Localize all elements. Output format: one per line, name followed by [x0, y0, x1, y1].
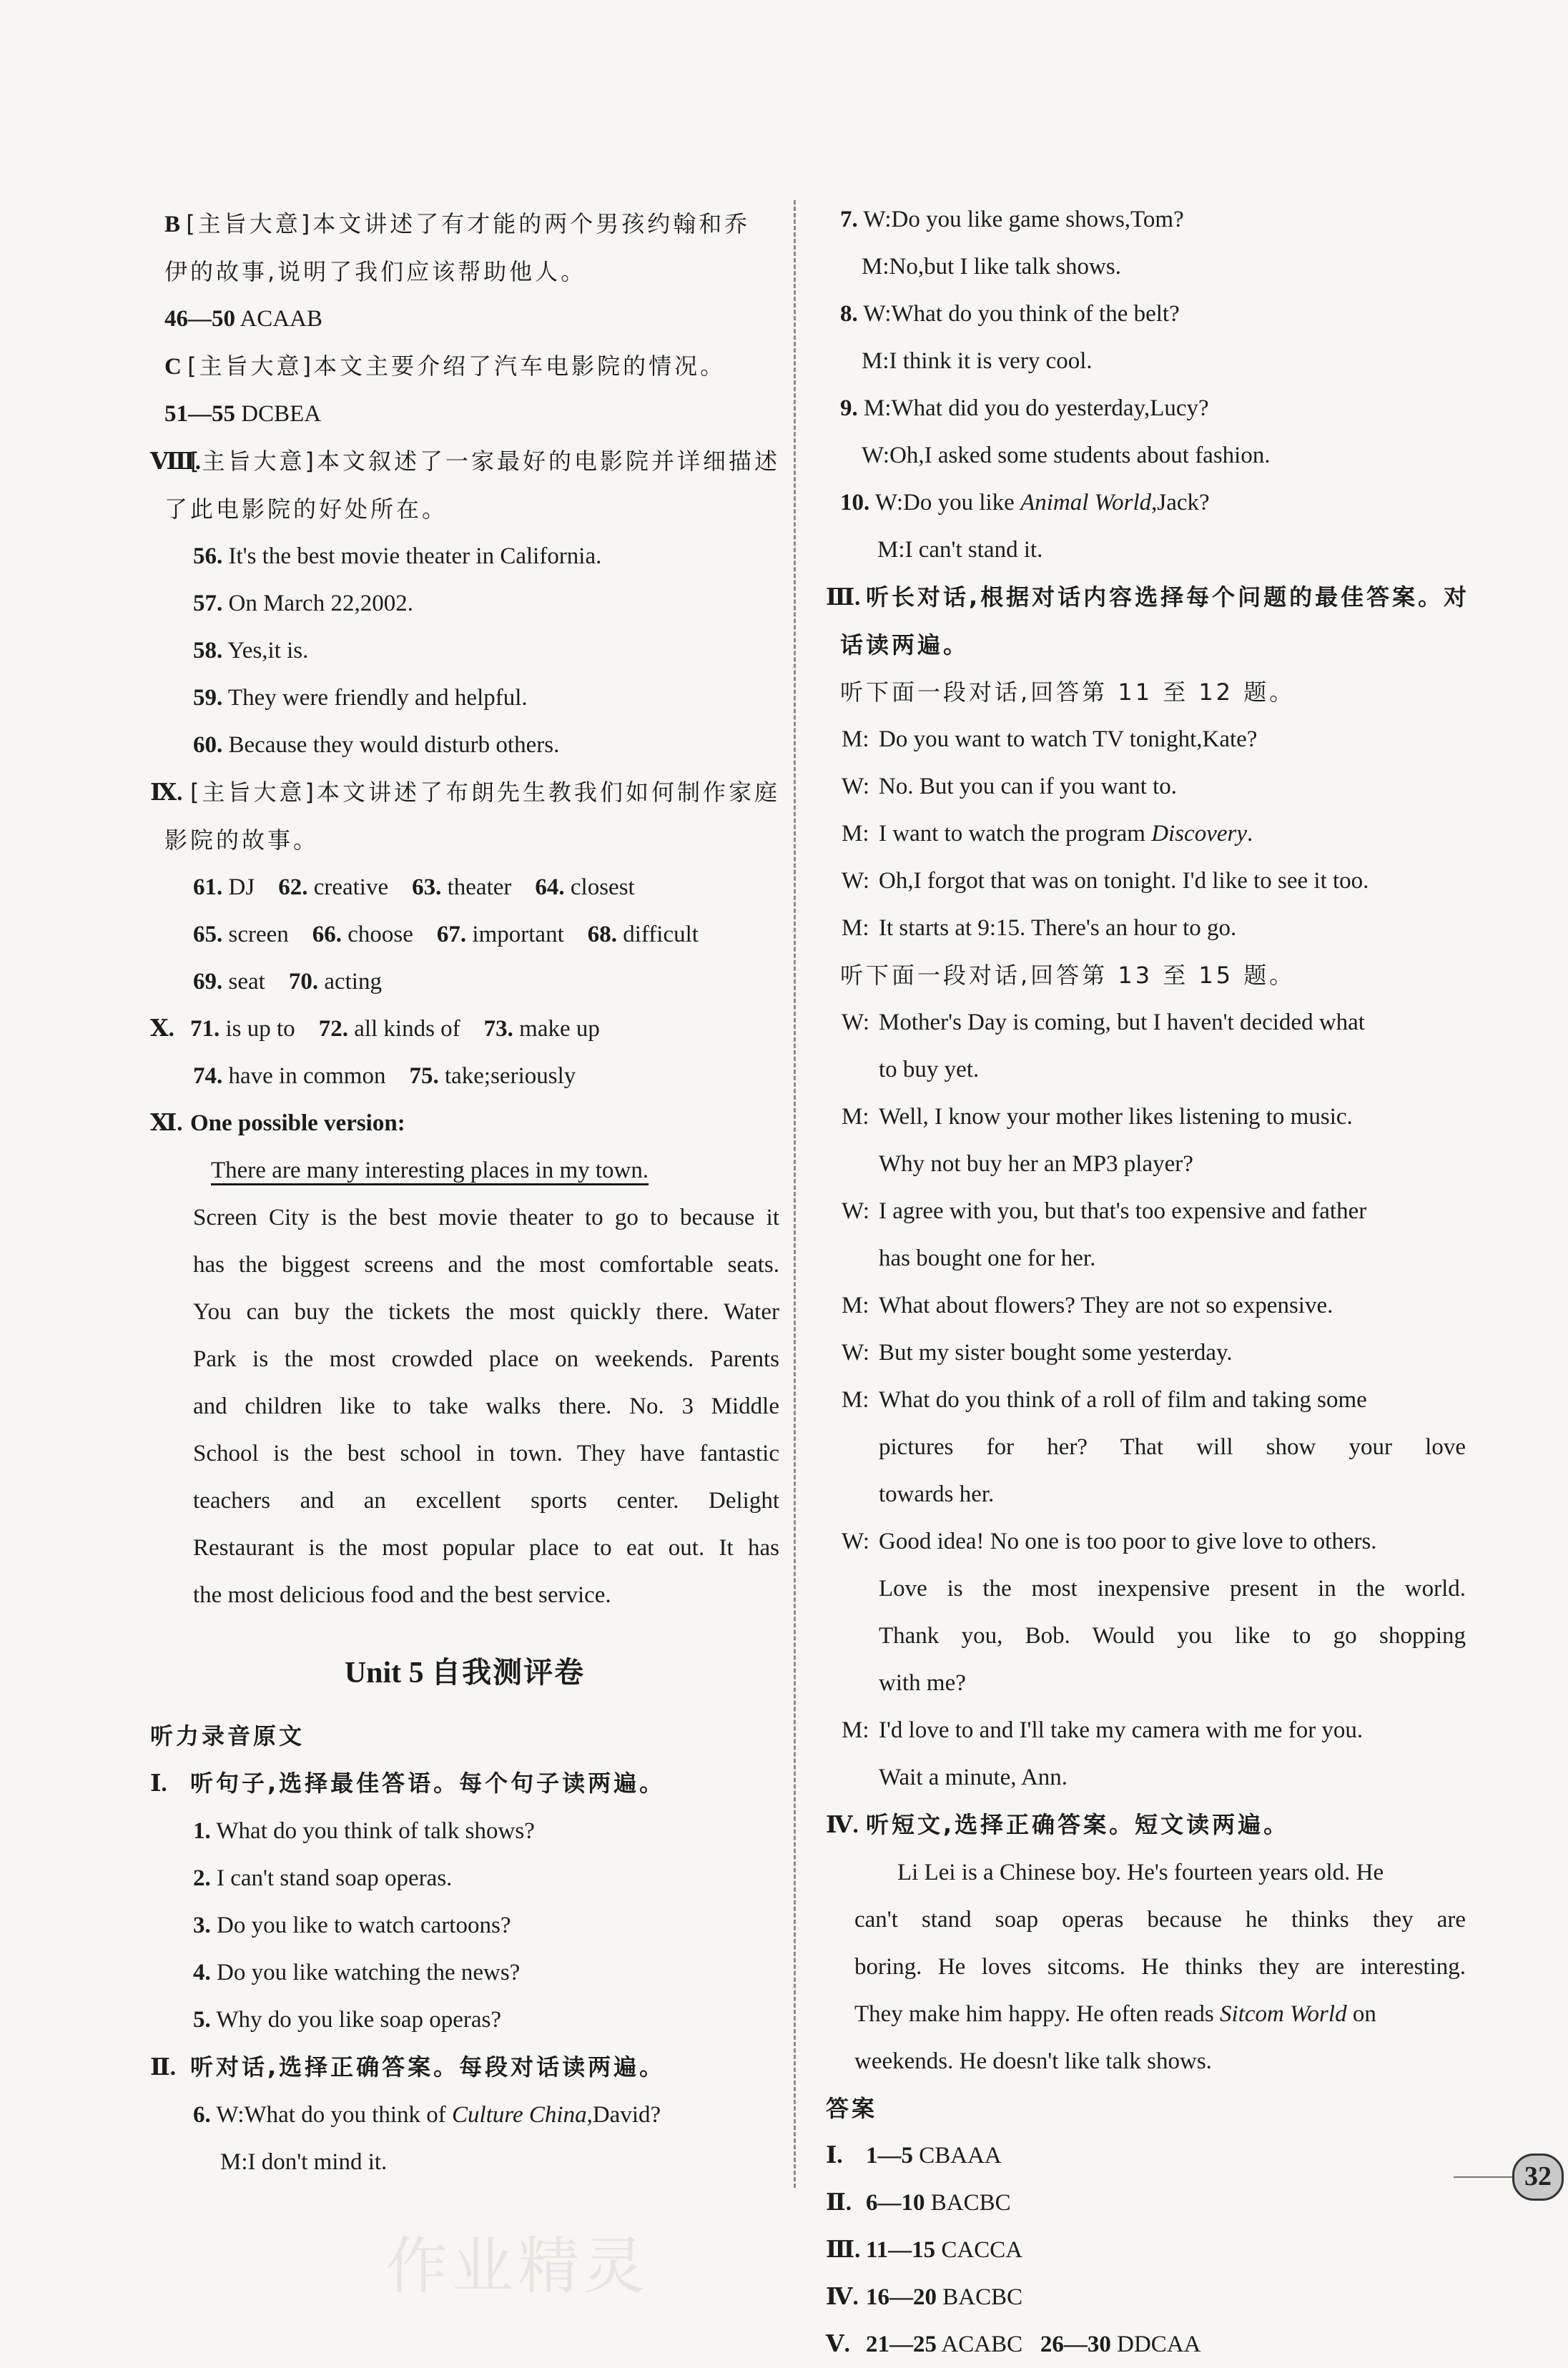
essay-line: Screen City is the best movie theater to go to because it [193, 1205, 779, 1230]
section-ix-summary: Ⅸ. [主旨大意]本文讲述了布朗先生教我们如何制作家庭 [150, 779, 780, 806]
column-divider [794, 200, 796, 2188]
dialogue-8-reply: M:I think it is very cool. [862, 348, 1093, 374]
list-item: 58. Yes,it is. [193, 638, 309, 663]
watermark: 作业精灵 [386, 2231, 649, 2302]
left-column [150, 200, 779, 2186]
section-ix-summary-cont: 影院的故事。 [164, 827, 320, 854]
long-dialogue-2: W: Mother's Day is coming, but I haven't decided what to buy yet. M: Well, I know your mother likes listening to music. Why not buy her an MP3 player? W: I agree with you, but that's too expensive and father has bought one for her. M: What about flowers? They are not so expensive. W: But my sister bought some yesterday. M: What do you think of a roll of film and taking some pictures for her? That will show your love towards her. W: Good idea! No one is too poor to give love to others. Love is the most inexpensive present in the world. Thank you, Bob. Would you like to go shopping with me? M: I'd love to and I'll take my camera with me for you. Wait a minute, Ann. [842, 1010, 1466, 1790]
list-item: 56. It's the best movie theater in California. [193, 543, 602, 569]
answers-46-50: 46—50 ACAAB [164, 306, 322, 332]
essay-line: You can buy the tickets the most quickly there. Water [193, 1299, 779, 1325]
dialogue-2-intro: 听下面一段对话,回答第 13 至 15 题。 [840, 962, 1296, 989]
answers-65-68: 65. screen 66. choose 67. important 68. difficult [193, 922, 699, 947]
section-x-answers-cont: 74. have in common 75. take;seriously [193, 1063, 576, 1089]
list-item: 2. I can't stand soap operas. [193, 1865, 453, 1891]
essay-line: School is the best school in town. They have fantastic [193, 1441, 779, 1466]
dialogue-8: 8. W:What do you think of the belt? [840, 301, 1180, 327]
dialogue-6-reply: M:I don't mind it. [220, 2149, 388, 2175]
answers-list [826, 2132, 1466, 2368]
dialogue-10: 10. W:Do you like Animal World,Jack? [840, 490, 1210, 515]
dialogue-7-reply: M:No,but I like talk shows. [862, 254, 1121, 280]
section-iii-instructions-cont: 话读两遍。 [840, 631, 970, 658]
section-b-summary-cont: 伊的故事,说明了我们应该帮助他人。 [164, 258, 587, 285]
section-i-items [150, 1807, 779, 2043]
essay-first-line: There are many interesting places in my town. [211, 1158, 649, 1183]
list-item: 60. Because they would disturb others. [193, 732, 560, 758]
transcript-heading: 听力录音原文 [150, 1722, 305, 1750]
section-i-instructions: Ⅰ. 听句子,选择最佳答语。每个句子读两遍。 [150, 1770, 666, 1797]
section-c-summary: C [主旨大意]本文主要介绍了汽车电影院的情况。 [164, 352, 726, 380]
section-iv-instructions: Ⅳ. 听短文,选择正确答案。短文读两遍。 [826, 1811, 1290, 1838]
unit-title: Unit 5 自我测评卷 [344, 1655, 586, 1689]
answers-56-60 [150, 533, 779, 769]
list-item: 5. Why do you like soap operas? [193, 2007, 502, 2033]
section-b-summary: B [主旨大意]本文讲述了有才能的两个男孩约翰和乔 [164, 210, 751, 237]
dialogue-9: 9. M:What did you do yesterday,Lucy? [840, 395, 1209, 421]
essay-line: Park is the most crowded place on weekends. Parents [193, 1346, 779, 1372]
list-item: 59. They were friendly and helpful. [193, 685, 528, 711]
short-passage: Li Lei is a Chinese boy. He's fourteen years old. He can't stand soap operas because he thinks they are boring. He loves sitcoms. He thinks they are interesting. They make him happy. He often reads Sitcom World on weekends. He doesn't like talk shows. [854, 1860, 1466, 2074]
long-dialogue-1: M: Do you want to watch TV tonight,Kate? W: No. But you can if you want to. M: I want to watch the program Discovery. W: Oh,I forgot that was on tonight. I'd like to see it too. M: It starts at 9:15. There's an hour to go. [842, 726, 1369, 941]
essay-line: has the biggest screens and the most comfortable seats. [193, 1252, 779, 1278]
list-item: Ⅴ. 21—25 ACABC 26—30 DDCAA [826, 2332, 1201, 2357]
answers-51-55: 51—55 DCBEA [164, 401, 322, 427]
page-number [1454, 2152, 1568, 2195]
list-item: 57. On March 22,2002. [193, 591, 413, 616]
list-item: Ⅰ. 1—5 CBAAA [826, 2143, 1002, 2169]
essay-line: Restaurant is the most popular place to eat out. It has [193, 1535, 779, 1561]
section-xi-heading: Ⅺ. One possible version: [150, 1110, 405, 1136]
list-item: 1. What do you think of talk shows? [193, 1818, 535, 1844]
dialogue-7: 7. W:Do you like game shows,Tom? [840, 207, 1184, 232]
section-x-answers: Ⅹ. 71. is up to 72. all kinds of 73. make up [150, 1016, 600, 1042]
page-number-badge: 32 [1512, 2154, 1564, 2201]
list-item: 4. Do you like watching the news? [193, 1960, 521, 1985]
essay-line: the most delicious food and the best service. [193, 1582, 611, 1608]
dialogue-9-reply: W:Oh,I asked some students about fashion. [862, 443, 1271, 468]
section-ii-instructions: Ⅱ. 听对话,选择正确答案。每段对话读两遍。 [150, 2053, 666, 2081]
essay-line: teachers and an excellent sports center. Delight [193, 1488, 779, 1514]
section-viii-summary-cont: 了此电影院的好处所在。 [164, 495, 448, 523]
essay-body [150, 1194, 779, 1619]
dialogue-1-intro: 听下面一段对话,回答第 11 至 12 题。 [840, 679, 1296, 706]
list-item: 3. Do you like to watch cartoons? [193, 1913, 511, 1938]
answers-heading: 答案 [826, 2095, 878, 2122]
answers-69-70: 69. seat 70. acting [193, 969, 382, 995]
dialogue-6: 6. W:What do you think of Culture China,David? [193, 2102, 661, 2128]
answers-61-64: 61. DJ 62. creative 63. theater 64. closest [193, 874, 635, 900]
list-item: Ⅱ. 6—10 BACBC [826, 2190, 1011, 2216]
dialogue-10-reply: M:I can't stand it. [877, 537, 1043, 563]
essay-line: and children like to take walks there. No. 3 Middle [193, 1393, 779, 1419]
section-iii-instructions: Ⅲ. 听长对话,根据对话内容选择每个问题的最佳答案。对 [826, 583, 1470, 611]
list-item: Ⅲ. 11—15 CACCA [826, 2237, 1023, 2263]
section-viii-summary: Ⅷ.[主旨大意]本文叙述了一家最好的电影院并详细描述 [150, 448, 780, 475]
right-column [826, 196, 1470, 2368]
list-item: Ⅳ. 16—20 BACBC [826, 2284, 1023, 2310]
